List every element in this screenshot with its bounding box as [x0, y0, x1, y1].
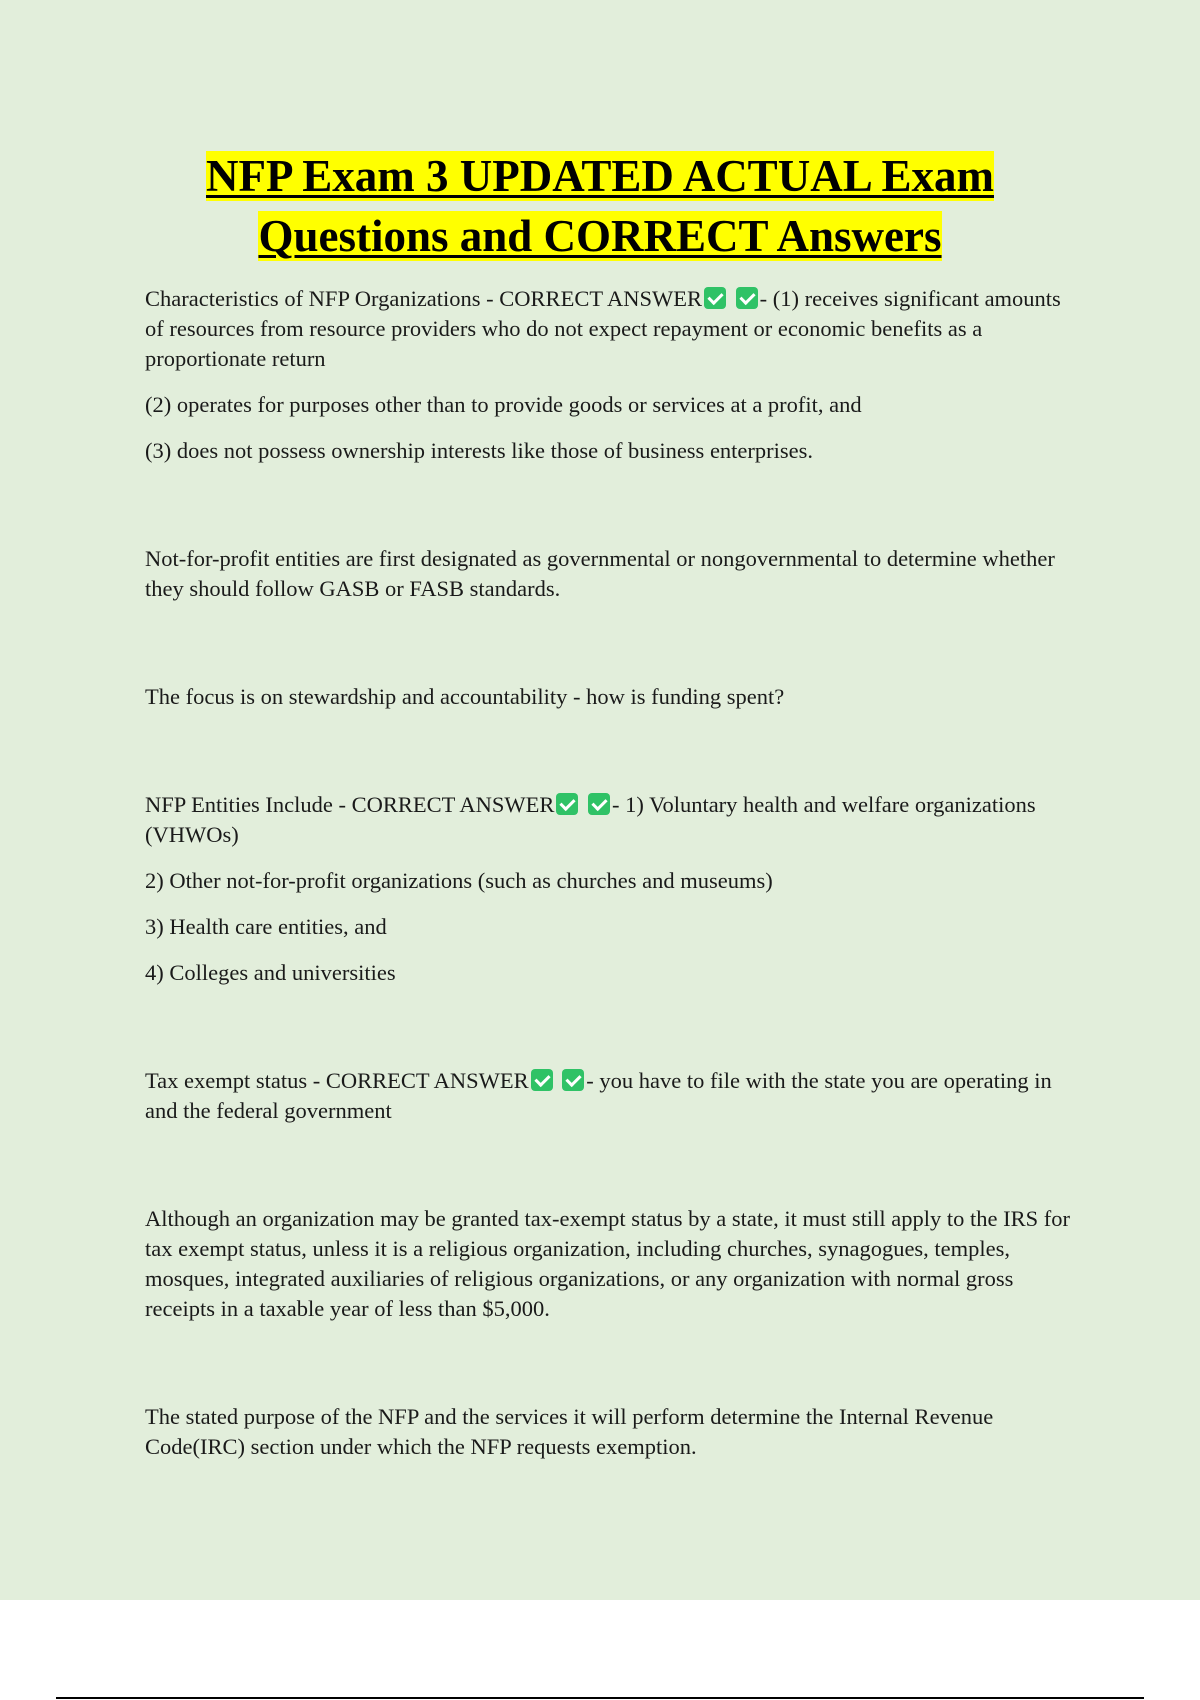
title-line-2: Questions and CORRECT Answers — [258, 211, 942, 261]
paragraph-spacer — [145, 482, 1075, 544]
paragraph-irc-section: The stated purpose of the NFP and the services it will perform determine the Internal Revenue Code(IRC) section under which the NFP requests exemption. — [145, 1404, 994, 1459]
check-mark-icon — [704, 287, 726, 309]
title-line-1: NFP Exam 3 UPDATED ACTUAL Exam — [206, 151, 994, 201]
answer-text: - (1) receives significant amounts of resources from resource providers who do not expect repayment or economic benefits as a proportionate return — [145, 286, 1061, 371]
footer-divider — [56, 1697, 1144, 1699]
check-mark-icon — [531, 1069, 553, 1091]
check-mark-icon — [562, 1069, 584, 1091]
paragraph-focus: The focus is on stewardship and accountability - how is funding spent? — [145, 684, 785, 709]
qa-characteristics — [145, 284, 1075, 374]
answer-line: 4) Colleges and universities — [145, 960, 396, 985]
paragraph-spacer — [145, 1004, 1075, 1066]
answer-line: (3) does not possess ownership interests like those of business enterprises. — [145, 438, 814, 463]
qa-tax-exempt — [145, 1066, 1075, 1126]
document-body — [145, 284, 1075, 1478]
paragraph-irs-exemption: Although an organization may be granted tax-exempt status by a state, it must still apply to the IRS for tax exempt status, unless it is a religious organization, including churches, synagogues, temples, mosques, integrated auxiliaries of religious organizations, or any organization with normal gross receipts in a taxable year of less than $5,000. — [145, 1206, 1071, 1321]
qa-nfp-entities — [145, 790, 1075, 850]
check-mark-icon — [556, 793, 578, 815]
answer-line: (2) operates for purposes other than to provide goods or services at a profit, and — [145, 392, 862, 417]
paragraph-spacer — [145, 620, 1075, 682]
answer-line: 3) Health care entities, and — [145, 914, 387, 939]
question-text: NFP Entities Include - CORRECT ANSWER — [145, 792, 555, 817]
answer-text: - you have to file with the state you are operating in and the federal government — [145, 1068, 1052, 1123]
question-text: Characteristics of NFP Organizations - CORRECT ANSWER — [145, 286, 703, 311]
paragraph-spacer — [145, 728, 1075, 790]
paragraph-spacer — [145, 1142, 1075, 1204]
question-text: Tax exempt status - CORRECT ANSWER — [145, 1068, 529, 1093]
answer-text: - 1) Voluntary health and welfare organizations (VHWOs) — [145, 792, 1036, 847]
paragraph-nfp-designation: Not-for-profit entities are first designated as governmental or nongovernmental to determine whether they should follow GASB or FASB standards. — [145, 546, 1055, 601]
check-mark-icon — [588, 793, 610, 815]
document-title — [100, 146, 1100, 266]
paragraph-spacer — [145, 1340, 1075, 1402]
check-mark-icon — [736, 287, 758, 309]
answer-line: 2) Other not-for-profit organizations (such as churches and museums) — [145, 868, 773, 893]
